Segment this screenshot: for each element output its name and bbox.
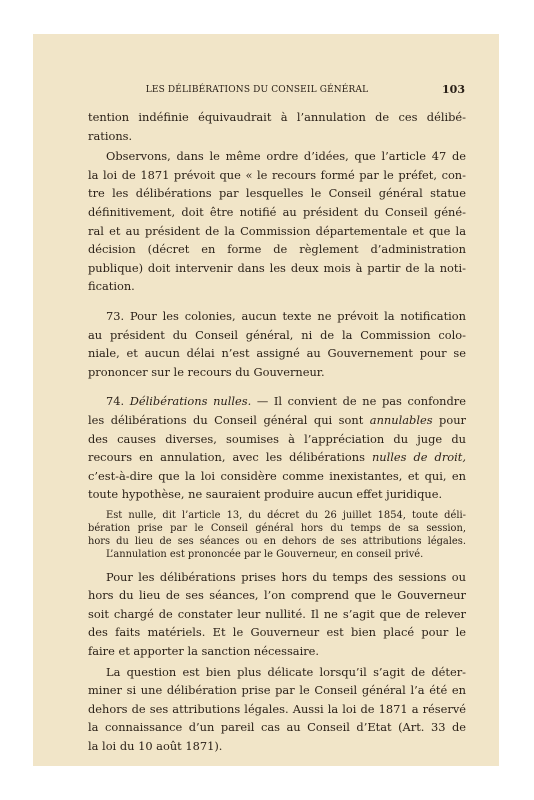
text-line: la loi de 1871 prévoit que « le recours formé par le préfet, con- [88, 167, 466, 182]
text-line: au président du Conseil général, ni de la Commission colo- [88, 327, 466, 342]
text-line: soit chargé de constater leur nullité. Il ne s’agit que de relever [88, 606, 466, 621]
text-line: fication. [88, 279, 135, 294]
text-line: décision (décret en forme de règlement d’administration [88, 242, 466, 257]
text-line: des faits matériels. Et le Gouverneur est bien placé pour le [88, 625, 466, 640]
text-line: Observons, dans le même ordre d’idées, que l’article 47 de [106, 149, 466, 164]
page-number: 103 [442, 83, 465, 96]
text-run: recours en annulation, avec les délibérations [88, 450, 372, 465]
paragraph-73 [88, 307, 466, 381]
text-line: toute hypothèse, ne sauraient produire aucun effet juridique. [88, 487, 443, 502]
text-line: La question est bien plus délicate lorsqu’il s’agit de déter- [106, 664, 466, 679]
text-line: définitivement, doit être notifié au président du Conseil géné- [88, 204, 466, 219]
quote-line: hors du lieu de ses séances ou en dehors de ses attributions légales. [88, 536, 466, 548]
text-line: des causes diverses, soumises à l’appréciation du juge du [88, 431, 466, 446]
text-line: miner si une délibération prise par le Conseil général l’a été en [88, 683, 466, 698]
text-line: Pour les délibérations prises hors du temps des sessions ou [106, 569, 466, 584]
text-line: dehors de ses attributions légales. Aussi la loi de 1871 a réservé [88, 701, 466, 716]
emphasis: nulles de droit, [371, 450, 466, 465]
emphasis: annulables [369, 412, 433, 427]
quoted-decree [88, 509, 466, 562]
paragraph-sessions [88, 568, 466, 661]
section-heading: Délibérations nulles. [129, 394, 252, 409]
text-run: les délibérations du Conseil général qui sont [88, 412, 370, 427]
text-line: faire et apporter la sanction nécessaire. [88, 644, 320, 659]
paragraph-attributions [88, 663, 466, 756]
text-line: publique) doit intervenir dans les deux mois à partir de la noti- [88, 260, 466, 275]
text-line: hors du lieu de ses séances, l’on comprend que le Gouverneur [88, 588, 466, 603]
running-title: LES DÉLIBÉRATIONS DU CONSEIL GÉNÉRAL [145, 85, 369, 95]
paragraph-article-47 [88, 147, 466, 296]
text-run: pour [432, 412, 466, 427]
quote-line: L’annulation est prononcée par le Gouverneur, en conseil privé. [106, 549, 424, 561]
paragraph-continuation [88, 108, 466, 145]
text-line: c’est-à-dire que la loi considère comme inexistantes, et qui, en [88, 468, 466, 483]
page-body [88, 108, 466, 756]
text-line: la loi du 10 août 1871). [88, 739, 223, 754]
text-run: — Il convient de ne pas confondre [251, 394, 466, 409]
text-line: ral et au président de la Commission départementale et que la [88, 223, 466, 238]
text-line: rations. [88, 128, 133, 143]
text-line [88, 448, 466, 467]
book-page [33, 34, 499, 766]
text-line [88, 392, 466, 411]
text-line: niale, et aucun délai n’est assigné au Gouvernement pour se [88, 346, 466, 361]
text-line: tre les délibérations par lesquelles le Conseil général statue [88, 186, 466, 201]
page-header [88, 82, 465, 98]
quote-line: bération prise par le Conseil général hors du temps de sa session, [88, 523, 466, 535]
paragraph-74 [88, 392, 466, 504]
text-line: tention indéfinie équivaudrait à l’annulation de ces délibé- [88, 110, 466, 124]
section-number: 74. [106, 394, 125, 409]
text-line [88, 411, 466, 430]
text-line: prononcer sur le recours du Gouverneur. [88, 364, 325, 379]
quote-line: Est nulle, dit l’article 13, du décret du 26 juillet 1854, toute déli- [106, 509, 466, 521]
text-line: la connaissance d’un pareil cas au Conseil d’Etat (Art. 33 de [88, 720, 466, 735]
text-line: 73. Pour les colonies, aucun texte ne prévoit la notification [106, 308, 466, 323]
